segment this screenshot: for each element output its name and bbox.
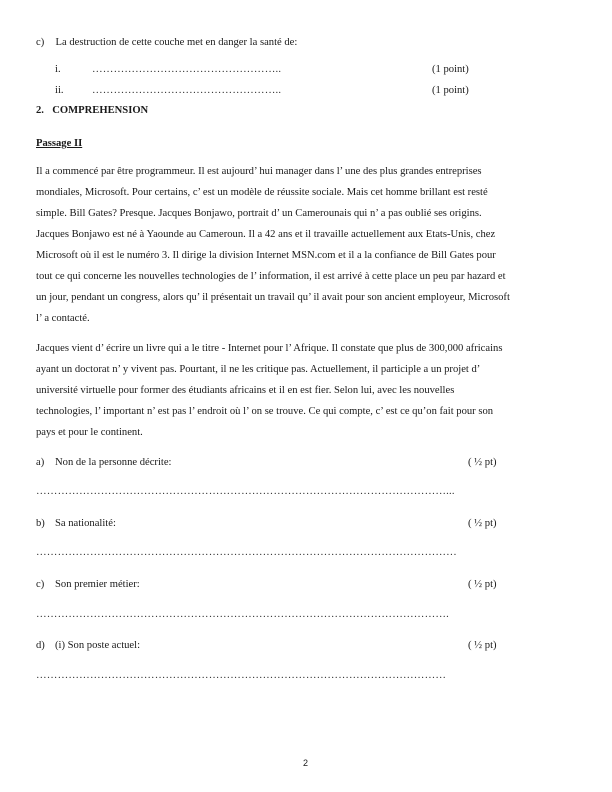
- passage-title: Passage II: [36, 138, 83, 149]
- paragraph-line: simple. Bill Gates? Presque. Jacques Bonjawo, portrait d’ un Camerounais qui n’ a pas oublié ses origins.: [36, 208, 482, 219]
- question-b-points: ( ½ pt): [468, 518, 497, 529]
- paragraph-line: un jour, pendant un congress, alors qu’ il présentait un travail qu’ il avait pour son ancient employeur, Microsoft: [36, 292, 510, 303]
- paragraph-line: mondiales, Microsoft. Pour certains, c’ est un modèle de réussite sociale. Mais cet homme brillant est resté: [36, 187, 488, 198]
- paragraph-line: l’ a contacté.: [36, 313, 90, 324]
- answer-item-i-label: i.: [55, 64, 61, 75]
- question-a-points: ( ½ pt): [468, 457, 497, 468]
- paragraph-line: ayant un doctorat n’ y vivent pas. Pourtant, il ne les critique pas. Actuellement, il participle a un projet d’: [36, 364, 481, 375]
- answer-item-ii-label: ii.: [55, 85, 64, 96]
- paragraph-line: pays et pour le continent.: [36, 427, 143, 438]
- question-c-prompt: [36, 37, 297, 48]
- question-d-answer-line[interactable]: ……………………………………………………………………………………………………: [36, 670, 447, 681]
- question-c-text: Son premier métier:: [55, 579, 140, 590]
- question-b-answer-line[interactable]: ………………………………………………………………………………………………………: [36, 547, 457, 558]
- points-ii: (1 point): [432, 85, 469, 96]
- points-i: (1 point): [432, 64, 469, 75]
- question-b-label: b): [36, 518, 45, 529]
- question-d-points: ( ½ pt): [468, 640, 497, 651]
- answer-line-i[interactable]: ……………………………………………..: [92, 64, 282, 75]
- question-c-points: ( ½ pt): [468, 579, 497, 590]
- paragraph-line: Jacques vient d’ écrire un livre qui a le titre - Internet pour l’ Afrique. Il constate que plus de 300,000 africains: [36, 343, 503, 354]
- paragraph-line: Il a commencé par être programmeur. Il est aujourd’ hui manager dans l’ une des plus grandes entreprises: [36, 166, 482, 177]
- question-a-answer-line[interactable]: ……………………………………………………………………………………………………...: [36, 486, 455, 497]
- paragraph-line: université virtuelle pour former des étudiants africains et il en est fier. Selon lui, avec les nouvelles: [36, 385, 455, 396]
- question-c-label: c): [36, 579, 45, 590]
- page-number: 2: [303, 758, 309, 768]
- question-d-label: d): [36, 640, 45, 651]
- question-label: c): [36, 37, 45, 48]
- question-a-text: Non de la personne décrite:: [55, 457, 172, 468]
- question-text: La destruction de cette couche met en danger la santé de:: [55, 37, 298, 48]
- question-c-answer-line[interactable]: …………………………………………………………………………………………………….: [36, 609, 450, 620]
- question-b-text: Sa nationalité:: [55, 518, 116, 529]
- question-d-text: (i) Son poste actuel:: [55, 640, 141, 651]
- paragraph-line: Microsoft où il est le numéro 3. Il dirige la division Internet MSN.com et il a la confiance de Bill Gates pour: [36, 250, 496, 261]
- question-a-label: a): [36, 457, 45, 468]
- answer-line-ii[interactable]: ……………………………………………..: [92, 85, 282, 96]
- paragraph-line: Jacques Bonjawo est né à Yaounde au Cameroun. Il a 42 ans et il travaille actuellement aux Etats-Unis, chez: [36, 229, 496, 240]
- section-heading: [36, 105, 148, 116]
- section-title: COMPREHENSION: [52, 105, 149, 116]
- paragraph-line: technologies, l’ important n’ est pas l’ endroit où l’ on se trouve. Ce qui compte, c’ est ce qu’on fait pour son: [36, 406, 494, 417]
- section-number: 2.: [36, 105, 44, 116]
- paragraph-line: tout ce qui concerne les nouvelles technologies de l’ information, il est arrivé à cette place un peu par hazard et: [36, 271, 506, 282]
